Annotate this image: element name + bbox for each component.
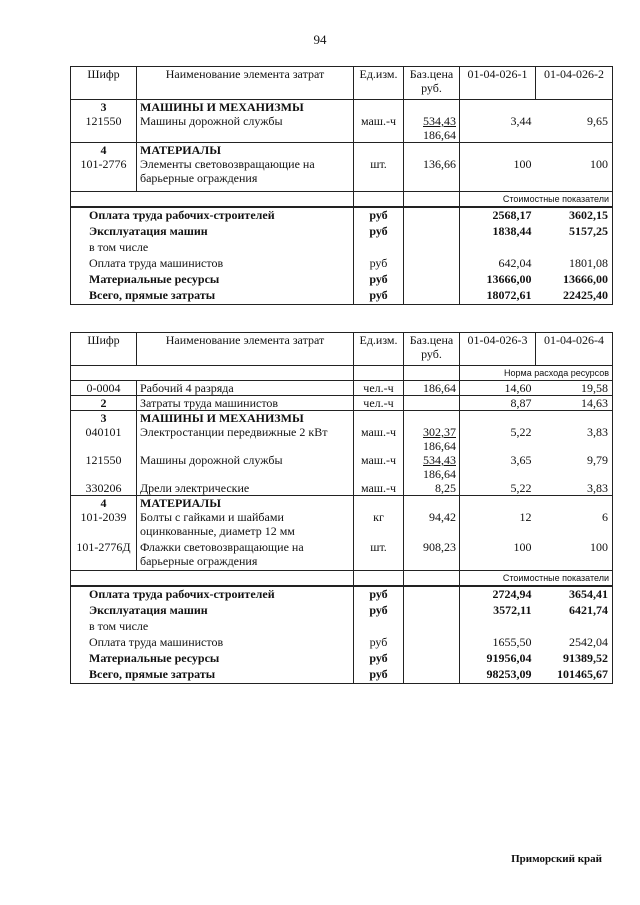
total-label: Оплата труда рабочих-строителей	[71, 207, 354, 224]
total-label: в том числе	[71, 240, 354, 256]
total-value-b: 3654,41	[536, 586, 613, 603]
total-label: в том числе	[71, 619, 354, 635]
page-number: 94	[313, 32, 327, 47]
row-price: 136,66	[404, 157, 460, 192]
total-value-a: 91956,04	[486, 651, 532, 665]
row-code: 0-0004	[71, 381, 137, 396]
total-label: Оплата труда машинистов	[71, 256, 354, 272]
row-unit: чел.-ч	[354, 381, 404, 396]
row-code: 330206	[71, 481, 137, 496]
section-row	[71, 411, 613, 426]
section-number: 3	[71, 411, 137, 426]
row-code: 2	[71, 396, 137, 411]
row-code: 040101	[71, 425, 137, 453]
row-name: Рабочий 4 разряда	[137, 381, 354, 396]
section-number: 4	[71, 143, 137, 158]
total-value-a: 2568,17	[460, 207, 536, 224]
total-label: Всего, прямые затраты	[71, 288, 354, 305]
header-price: Баз.цена руб.	[404, 67, 460, 100]
table-row	[71, 157, 613, 192]
total-row	[71, 586, 613, 603]
row-code: 101-2039	[71, 510, 137, 540]
total-row	[71, 256, 613, 272]
total-label: Эксплуатация машин	[71, 224, 354, 240]
row-code: 101-2776Д	[71, 540, 137, 571]
total-unit: руб	[354, 256, 404, 272]
row-name: Элементы световозвращающие на барьерные ограждения	[137, 157, 354, 192]
row-value-a: 3,44	[510, 114, 532, 128]
row-value-a: 100	[460, 157, 536, 192]
row-unit: шт.	[354, 157, 404, 192]
row-unit: маш.-ч	[354, 453, 404, 481]
row-value-b: 100	[536, 157, 613, 192]
total-value-b: 91389,52	[536, 651, 613, 667]
page-footer-region: Приморский край	[511, 853, 602, 865]
total-label: Всего, прямые затраты	[71, 667, 354, 684]
row-price: 534,43 186,64	[404, 453, 460, 481]
total-row	[71, 288, 613, 305]
norm-caption-row	[71, 366, 613, 381]
total-row	[71, 224, 613, 240]
header-name: Наименование элемента затрат	[137, 333, 354, 366]
table-row	[71, 396, 613, 411]
total-unit: руб	[354, 272, 404, 288]
section-row	[71, 496, 613, 511]
total-value-b: 22425,40	[536, 288, 613, 305]
header-col-b: 01-04-026-2	[536, 67, 613, 100]
total-value-b: 1801,08	[536, 256, 613, 272]
cost-caption-row	[71, 192, 613, 208]
row-code: 101-2776	[71, 157, 137, 192]
row-value-a: 100	[460, 540, 536, 571]
header-unit: Ед.изм.	[354, 333, 404, 366]
total-value-a: 642,04	[498, 256, 532, 270]
row-value-b: 3,83	[536, 481, 613, 496]
row-value-a: 12	[519, 510, 532, 524]
row-value-a: 14,60	[460, 381, 536, 396]
cost-caption: Стоимостные показатели	[460, 571, 613, 587]
row-name: Дрели электрические	[140, 481, 250, 495]
table-row	[71, 453, 613, 481]
total-unit: руб	[354, 635, 404, 651]
header-price: Баз.цена руб.	[404, 333, 460, 366]
total-value-a: 3572,11	[493, 603, 532, 617]
total-label: Эксплуатация машин	[71, 603, 354, 619]
total-value-b: 5157,25	[536, 224, 613, 240]
cost-caption-row	[71, 571, 613, 587]
resource-table-2	[70, 332, 613, 684]
table-header-row	[71, 333, 613, 366]
table-row	[71, 540, 613, 571]
row-value-b: 14,63	[536, 396, 613, 411]
header-col-b: 01-04-026-4	[536, 333, 613, 366]
row-value-b: 100	[536, 540, 613, 571]
row-code: 121550	[71, 453, 137, 481]
table-row	[71, 114, 613, 143]
section-number: 4	[71, 496, 137, 511]
table-header-row	[71, 67, 613, 100]
total-value-b: 2542,04	[536, 635, 613, 651]
total-unit: руб	[354, 651, 404, 667]
row-value-b: 3,83	[536, 425, 613, 453]
total-unit: руб	[354, 207, 404, 224]
table-row	[71, 381, 613, 396]
total-label: Оплата труда машинистов	[71, 635, 354, 651]
header-code: Шифр	[71, 333, 137, 366]
total-row	[71, 635, 613, 651]
row-price: 534,43 186,64	[404, 114, 460, 143]
total-label: Материальные ресурсы	[71, 272, 354, 288]
row-price: 908,23	[404, 540, 460, 571]
total-unit: руб	[354, 288, 404, 305]
row-value-a: 3,65	[510, 453, 532, 467]
row-value-a: 8,87	[460, 396, 536, 411]
header-unit: Ед.изм.	[354, 67, 404, 100]
row-value-b: 9,79	[536, 453, 613, 481]
total-label: Материальные ресурсы	[71, 651, 354, 667]
total-value-b: 6421,74	[536, 603, 613, 619]
cost-caption: Стоимостные показатели	[460, 192, 613, 208]
total-unit: руб	[354, 667, 404, 684]
header-code: Шифр	[71, 67, 137, 100]
total-row	[71, 272, 613, 288]
header-name: Наименование элемента затрат	[137, 67, 354, 100]
row-name: Машины дорожной службы	[140, 114, 283, 128]
row-unit: шт.	[354, 540, 404, 571]
section-title: МАТЕРИАЛЫ	[137, 143, 354, 158]
row-code: 121550	[71, 114, 137, 143]
section-row	[71, 143, 613, 158]
row-value-a: 5,22	[510, 425, 532, 439]
row-name: Флажки световозвращающие на барьерные ограждения	[137, 540, 354, 571]
row-value-b: 6	[536, 510, 613, 540]
row-price: 302,37 186,64	[404, 425, 460, 453]
total-unit: руб	[354, 603, 404, 619]
total-value-a: 98253,09	[460, 667, 536, 684]
total-value-b: 3602,15	[536, 207, 613, 224]
row-unit: кг	[354, 510, 404, 540]
section-title: МАШИНЫ И МЕХАНИЗМЫ	[140, 100, 304, 114]
table-row	[71, 481, 613, 496]
total-value-a: 2724,94	[460, 586, 536, 603]
total-row	[71, 651, 613, 667]
total-value-a: 1838,44	[492, 224, 532, 238]
total-row	[71, 207, 613, 224]
total-row	[71, 619, 613, 635]
row-unit: маш.-ч	[354, 481, 404, 496]
row-unit: маш.-ч	[354, 425, 404, 453]
total-value-a: 13666,00	[486, 272, 532, 286]
total-row	[71, 667, 613, 684]
total-value-b: 101465,67	[536, 667, 613, 684]
row-name: Болты с гайками и шайбами оцинкованные, диаметр 12 мм	[140, 510, 295, 538]
header-col-a: 01-04-026-1	[460, 67, 536, 100]
row-name: Затраты труда машинистов	[137, 396, 354, 411]
section-title: МАШИНЫ И МЕХАНИЗМЫ	[137, 411, 354, 426]
row-value-b: 9,65	[536, 114, 613, 143]
row-price: 8,25	[404, 481, 460, 496]
section-row	[71, 100, 613, 115]
row-price: 94,42	[404, 510, 460, 540]
total-label: Оплата труда рабочих-строителей	[71, 586, 354, 603]
resource-table-1	[70, 66, 613, 305]
total-row	[71, 240, 613, 256]
total-row	[71, 603, 613, 619]
section-number: 3	[71, 100, 137, 115]
total-value-a: 1655,50	[492, 635, 532, 649]
row-value-a: 5,22	[510, 481, 532, 495]
row-price: 186,64	[404, 381, 460, 396]
header-col-a: 01-04-026-3	[460, 333, 536, 366]
row-unit: маш.-ч	[354, 114, 404, 143]
row-value-b: 19,58	[536, 381, 613, 396]
total-value-b: 13666,00	[536, 272, 613, 288]
table-row	[71, 510, 613, 540]
table-row	[71, 425, 613, 453]
total-unit: руб	[354, 586, 404, 603]
row-name: Машины дорожной службы	[140, 453, 283, 467]
norm-caption: Норма расхода ресурсов	[460, 366, 613, 381]
total-unit: руб	[354, 224, 404, 240]
row-name: Электростанции передвижные 2 кВт	[140, 425, 328, 439]
section-title: МАТЕРИАЛЫ	[137, 496, 354, 511]
total-value-a: 18072,61	[460, 288, 536, 305]
row-unit: чел.-ч	[354, 396, 404, 411]
